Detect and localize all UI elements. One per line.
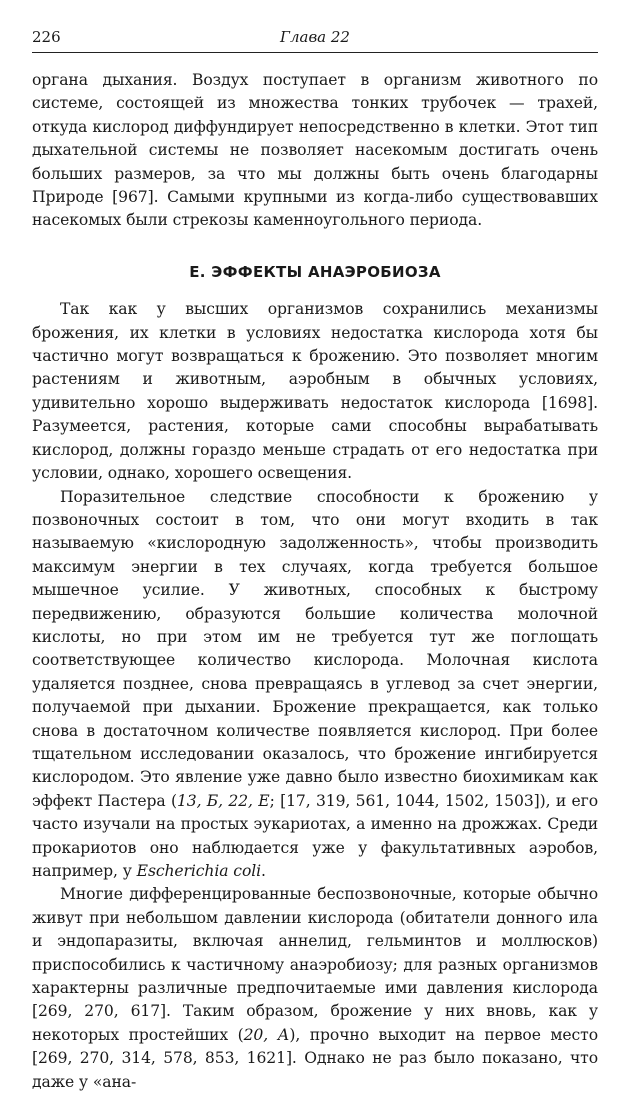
organism-name: Escherichia coli — [136, 862, 262, 880]
chapter-title: Глава 22 — [280, 28, 350, 46]
paragraph-text: Поразительное следствие способности к брожению у позвоночных состоит в том, что они могут входить в так называемую «кислородную задолженность», чтобы производить максимум энергии в тех случаях, когда требуется большое мышечное усилие. У животных, способных к быстрому передвижению, образуются большие количества молочной кислоты, но при этом им не требуется тут же поглощать соответствующее количество кислорода. Молочная кислота удаляется позднее, снова превращаясь в углевод за счет энергии, получаемой при дыхании. Брожение прекращается, как только снова в достаточном количестве появляется кислород. При более тщательном исследовании оказалось, что брожение ингибируется кислородом. Это явление уже давно было известно биохимикам как эффект Пастера ( — [32, 487, 598, 810]
page-number: 226 — [32, 28, 61, 46]
paragraph-anaerobiosis-2 — [32, 486, 598, 884]
paragraph-anaerobiosis-1: Так как у высших организмов сохранились механизмы брожения, их клетки в условиях недостатка кислорода хотя бы частично могут возвращаться к брожению. Это позволяет многим растениям и животным, аэробным в обычных условиях, удивительно хорошо выдерживать недостаток кислорода [1698]. Разумеется, растения, которые сами способны вырабатывать кислород, должны гораздо меньше страдать от его недостатка при условии, однако, хорошего освещения. — [32, 300, 598, 483]
reference-italic: 20, А — [243, 1025, 290, 1044]
page-body — [32, 69, 598, 1094]
paragraph-text: ), прочно выходит на первое место [269, 270, 314, 578, 853, 1621]. Однако не раз было показано, что даже у «ана- — [32, 1025, 598, 1091]
section-heading: Е. ЭФФЕКТЫ АНАЭРОБИОЗА — [189, 262, 441, 281]
paragraph-text: Многие дифференцированные беспозвоночные, которые обычно живут при небольшом давлении кислорода (обитатели донного ила и эндопаразиты, включая аннелид, гельминтов и моллюсков) приспособились к частичному анаэробиозу; для разных организмов характерны различные предпочитаемые ими давления кислорода [269, 270, 617]. Таким образом, брожение у них вновь, как у некоторых простейших ( — [32, 885, 598, 1044]
reference-italic: 13, Б, 22, Е — [176, 791, 270, 810]
book-page — [32, 26, 598, 1094]
paragraph-text: ; [17, 319, 561, 1044, 1502, 1503]), и его часто изучали на простых эукариотах, а именно на дрожжах. Среди прокариотов оно наблюдается уже у факультативных аэробов, например, у — [32, 791, 598, 880]
paragraph-text: . — [261, 862, 266, 880]
header-divider — [32, 52, 598, 53]
paragraph-anaerobiosis-3 — [32, 883, 598, 1094]
intro-paragraph: органа дыхания. Воздух поступает в организм животного по системе, состоящей из множества тонких трубочек — трахей, откуда кислород диффундирует непосредственно в клетки. Этот тип дыхательной системы не позволяет насекомым достигать очень больших размеров, за что мы должны быть очень благодарны Природе [967]. Самыми крупными из когда-либо существовавших насекомых были стрекозы каменноугольного периода. — [32, 71, 598, 230]
running-head — [32, 26, 598, 50]
